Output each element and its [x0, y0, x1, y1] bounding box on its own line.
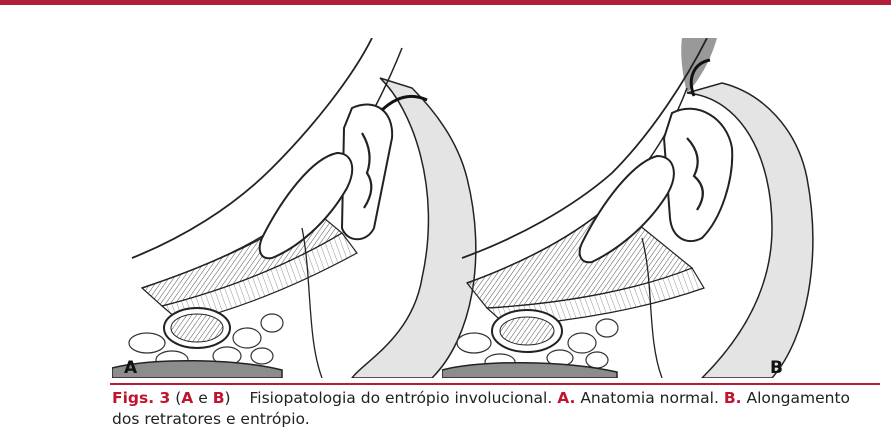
caption-title: Fisiopatologia do entrópio involucional.	[249, 389, 553, 407]
caption-text-b: Alongamento dos retratores e entrópio.	[112, 389, 851, 428]
caption-rule	[110, 383, 880, 385]
caption-ref-b: B	[212, 389, 225, 407]
caption-ref-a: A	[181, 389, 194, 407]
caption-label-a: A.	[557, 389, 576, 407]
caption-text-a: Anatomia normal.	[580, 389, 719, 407]
caption-label-b: B.	[723, 389, 742, 407]
caption-and: e	[193, 389, 213, 407]
caption-close-paren: )	[224, 389, 231, 407]
eyelid-anatomy-illustration-b	[442, 38, 852, 378]
figure-panel-b	[442, 38, 852, 378]
panel-label-b: B	[770, 358, 783, 378]
caption-figure-number: Figs. 3	[112, 389, 171, 407]
caption-open-paren: (	[175, 389, 182, 407]
panel-label-a: A	[124, 358, 138, 378]
header-rule	[0, 0, 891, 5]
figure-caption	[112, 388, 882, 430]
